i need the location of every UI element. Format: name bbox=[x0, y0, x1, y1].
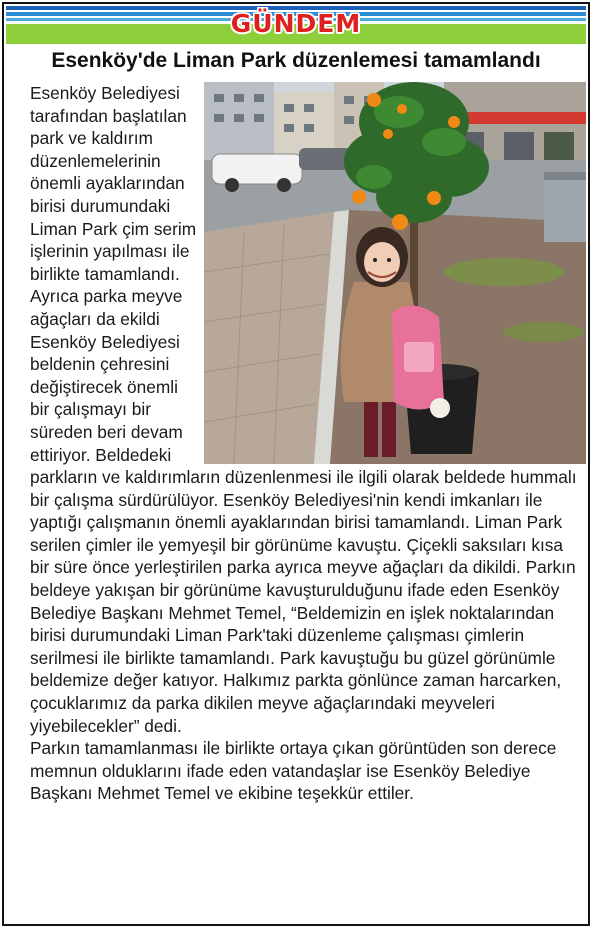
article-photo bbox=[204, 82, 586, 464]
article-paragraph-2: Parkın tamamlanması ile birlikte ortaya çıkan görüntüden son derece memnun olduklarını ifade eden vatandaşlar ise Esenköy Belediye Başkanı Mehmet Temel ve ekibine teşekkür ettiler. bbox=[30, 738, 557, 804]
section-title: GÜNDEM bbox=[230, 9, 362, 38]
article-headline: Esenköy'de Liman Park düzenlemesi tamamlandı bbox=[51, 49, 541, 72]
article-paragraph-1: Esenköy Belediyesi tarafından başlatılan park ve kaldırım düzenlemelerinin önemli ayaklarından birisi durumundaki Liman Park çim serim işlerinin yapılması ile birlikte tamamlandı. Ayrıca parka meyve ağaçları da ekildi Esenköy Belediyesi beldenin çehresini değiştirecek önemli bir çalışmayı bir süreden beri devam ettiriyor. Beldedeki parkların ve kaldırımların düzenlenmesi ile ilgili olarak beldede hummalı bir çalışma sürdürülüyor. Esenköy Belediyesi'nin kendi imkanları ile yaptığı çalışmanın önemli ayaklarından birisi tamamlandı. Liman Park serilen çimler ile yemyeşil bir görünüme kavuştu. Çiçekli saksıları kısa bir süre önce yerleştirilen parka ayrıca meyve ağaçları da dikildi. Parkın beldeye yakışan bir görünüme kavuşturulduğunu ifade eden Esenköy Belediye Başkanı Mehmet Temel, “Beldemizin en işlek noktalarından birisi durumundaki Liman Park'taki düzenleme çalışması çimlerin serilmesi ile birlikte tamamlandı. Park kavuştuğu bu güzel görünümle beldemize değer katıyor. Halkımız parkta gönlünce zaman harcarken, çocuklarımız da parka dikilen meyve ağaçlarındaki meyveleri yiyebilecekler” dedi. bbox=[30, 83, 577, 736]
photo-illustration bbox=[204, 82, 586, 464]
page-frame bbox=[2, 2, 590, 926]
section-banner bbox=[6, 6, 586, 44]
article-body bbox=[30, 82, 586, 805]
